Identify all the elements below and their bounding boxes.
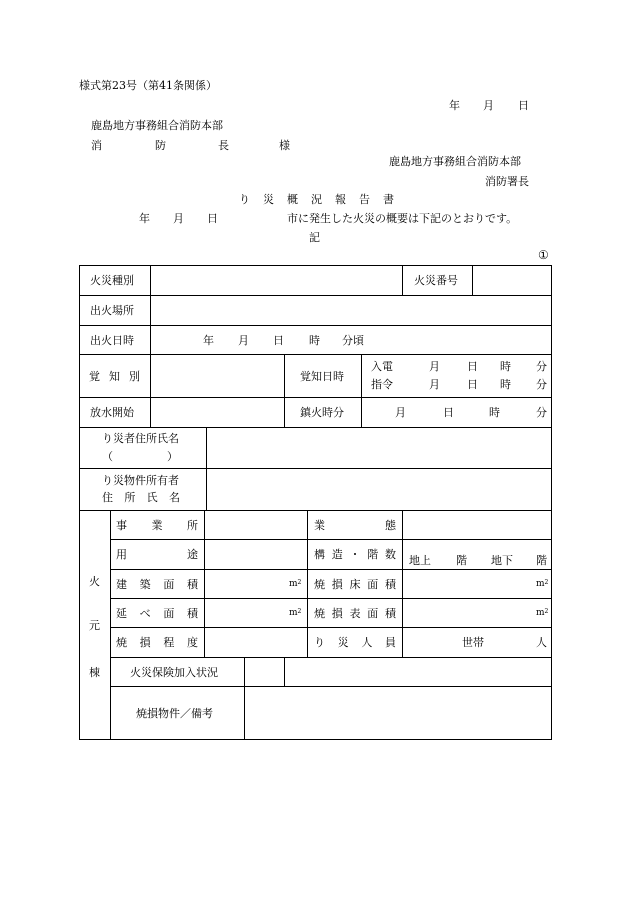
form-number: 様式第23号（第41条関係）	[79, 79, 217, 92]
victims-count-label: り 災 人 員	[314, 636, 396, 649]
total-floor-area-label: 延 べ 面 積	[116, 606, 198, 620]
burned-surface-area-unit: m $^2$	[536, 607, 549, 618]
usage-label: 用 途	[116, 548, 198, 561]
structure-floors-label: 構 造 ・ 階 数	[314, 548, 396, 561]
building-area-unit: m $^2$	[289, 578, 302, 589]
insurance-label: 火災保険加入状況	[130, 665, 218, 679]
burned-surface-area-label: 焼 損 表 面 積	[314, 606, 396, 620]
ki-label: 記	[309, 231, 320, 244]
sender-title: 消防署長	[485, 175, 529, 188]
sender-org: 鹿島地方事務組合消防本部	[389, 155, 521, 168]
burned-floor-area-unit: m $^2$	[536, 578, 549, 589]
page-mark: ①	[538, 248, 549, 262]
water-start-label: 放水開始	[90, 406, 134, 419]
burned-property-label: 焼損物件／備考	[136, 706, 213, 720]
fire-type-label: 火災種別	[90, 274, 134, 287]
business-type-label: 業 態	[314, 518, 396, 532]
burned-floor-area-label: 焼 損 床 面 積	[314, 577, 396, 591]
damage-level-label: 焼 損 程 度	[116, 636, 198, 649]
business-label: 事 業 所	[116, 518, 198, 532]
fire-location-label: 出火場所	[90, 304, 134, 317]
addressee-org: 鹿島地方事務組合消防本部	[91, 119, 223, 132]
fire-number-label: 火災番号	[414, 274, 458, 287]
total-floor-area-unit: m $^2$	[289, 607, 302, 618]
detection-time-label: 覚知日時	[300, 369, 344, 383]
detection-type-label: 覚 知 別	[89, 369, 140, 383]
building-area-label: 建 築 面 積	[116, 577, 198, 591]
